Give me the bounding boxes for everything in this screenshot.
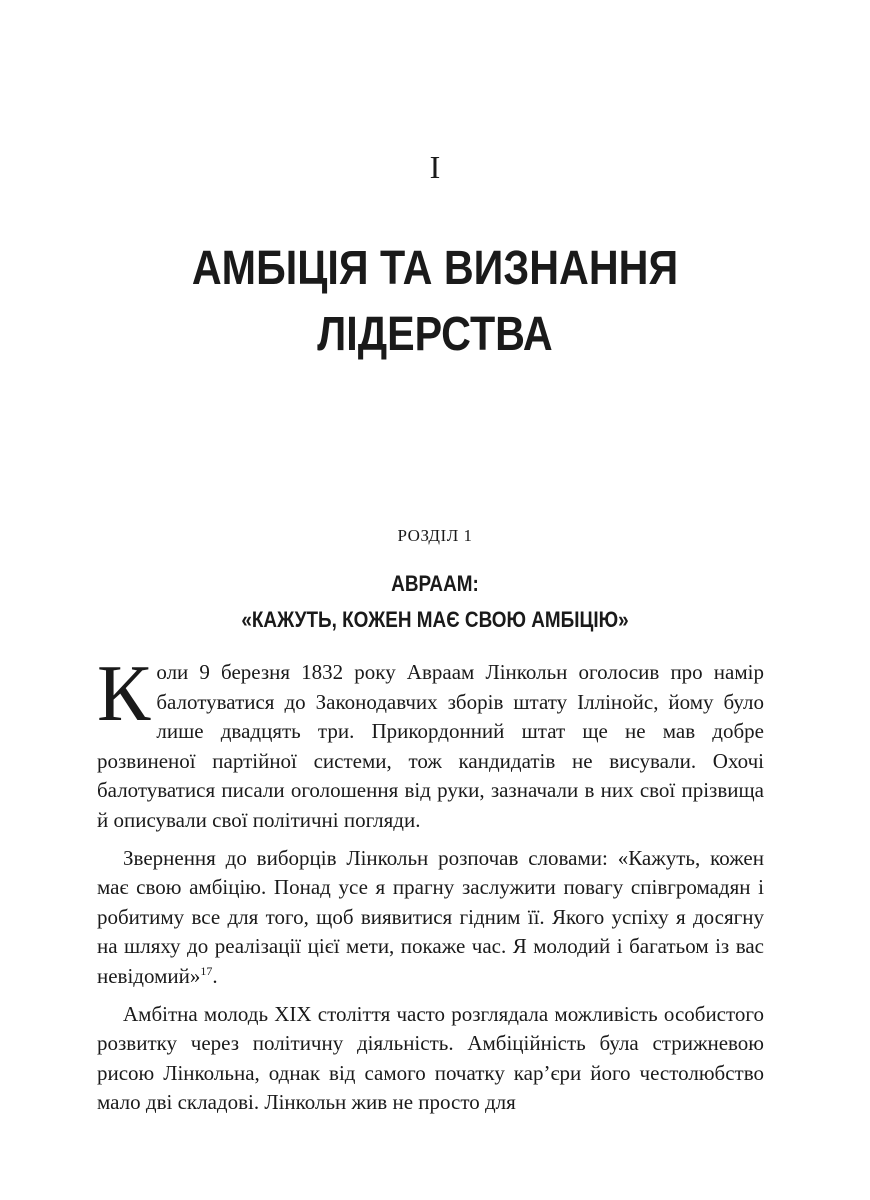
part-title-line-2: ЛІДЕРСТВА [317,308,553,361]
chapter-label: РОЗДІЛ 1 [397,526,473,545]
drop-cap: К [97,650,151,738]
paragraph-1 [97,650,764,836]
chapter-title-line-1: АВРААМ: [391,571,479,596]
part-title [113,236,758,368]
footnote-reference[interactable]: 17 [200,963,213,978]
chapter-title [147,566,723,638]
part-title-line-1: АМБІЦІЯ ТА ВИЗНАННЯ [191,242,679,295]
paragraph-2 [97,844,764,992]
paragraph-2-end: . [212,963,218,988]
paragraph-2-text: Звернення до виборців Лінкольн розпочав словами: «Кажуть, кожен має свою амбіцію. Понад усе я прагну заслужити повагу співгромадян і робитиму все для того, щоб виявитися гідним її. Якого успіху я досягну на шляху до реалізації цієї мети, покаже час. Я молодий і багатьом із вас невідомий» [97,845,764,988]
body-text [97,650,764,1126]
chapter-title-line-2: «КАЖУТЬ, КОЖЕН МАЄ СВОЮ АМБІЦІЮ» [241,607,629,632]
part-number: I [429,149,441,185]
paragraph-1-text: оли 9 березня 1832 року Авраам Лінкольн оголосив про намір балотуватися до Законодавчих зборів штату Іллінойс, йому було лише двадцять три. Прикордонний штат ще не мав добре розвиненої партійної системи, тож кандидатів не висували. Охочі балотуватися писали оголошення від руки, зазначали в них свої прізвища й описували свої політичні погляди. [97,660,764,832]
paragraph-3: Амбітна молодь XIX століття часто розглядала можливість особистого розвитку через політичну діяльність. Амбіційність була стрижневою рисою Лінкольна, однак від самого початку кар’єри його честолюбство мало дві складові. Лінкольн жив не просто для [97,1001,764,1115]
